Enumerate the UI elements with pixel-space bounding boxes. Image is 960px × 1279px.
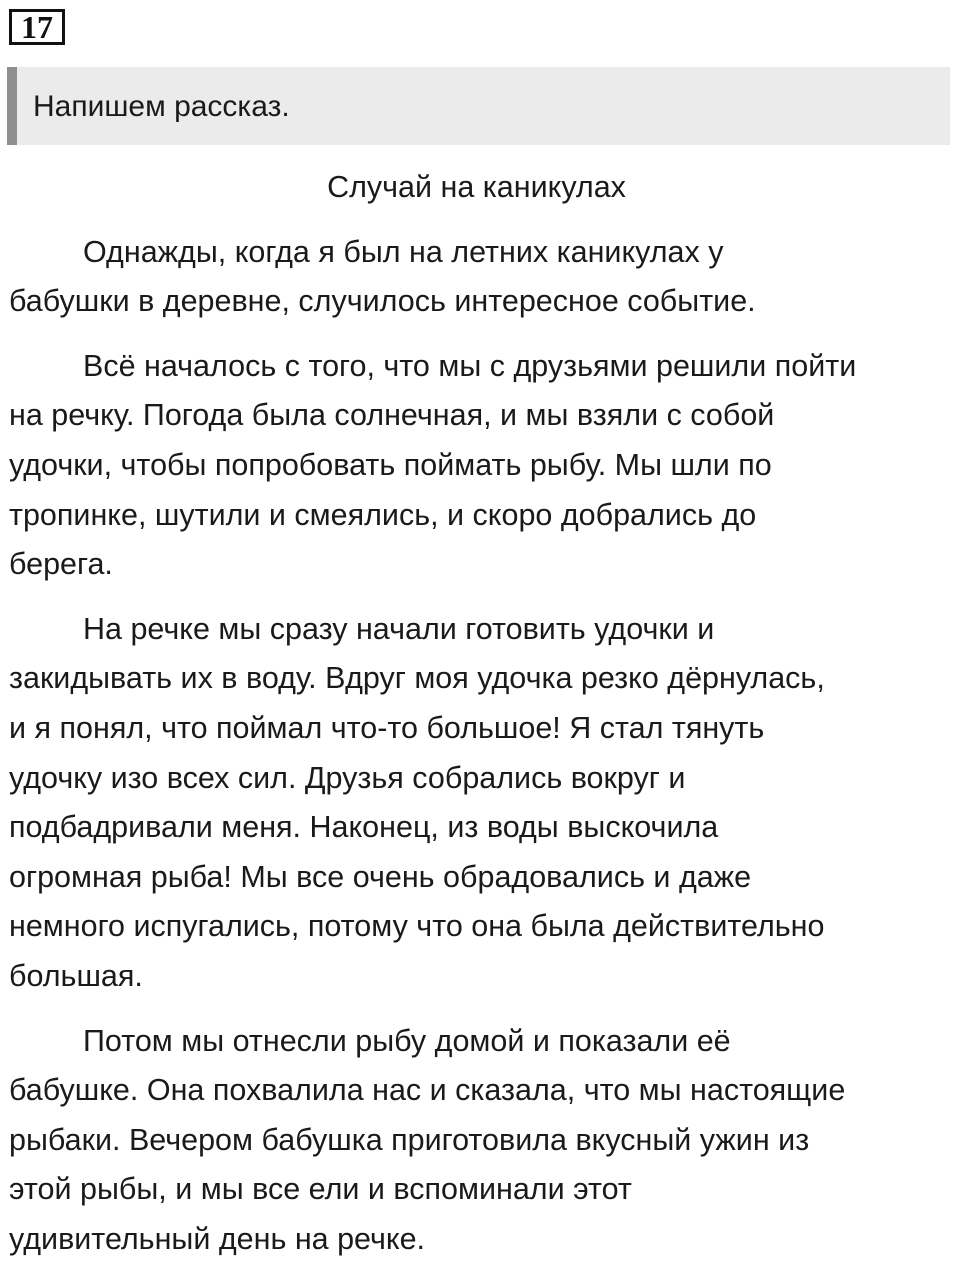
story-paragraph-4: Потом мы отнесли рыбу домой и показали её бабушке. Она похвалила нас и сказала, что мы настоящие рыбаки. Вечером бабушка приготовила вкусный ужин из этой рыбы, и мы все ели и вспоминали этот удивительный день на речке. [9, 1023, 846, 1256]
story-body [9, 163, 944, 1279]
task-number-badge: 17 [9, 9, 65, 45]
story-paragraph-1: Однажды, когда я был на летних каникулах у бабушки в деревне, случилось интересное событие. [9, 234, 756, 319]
story-paragraph-3: На речке мы сразу начали готовить удочки и закидывать их в воду. Вдруг моя удочка резко дёрнулась, и я понял, что поймал что-то большое! Я стал тянуть удочку изо всех сил. Друзья собрались вокруг и подбадривали меня. Наконец, из воды выскочила огромная рыба! Мы все очень обрадовались и даже немного испугались, потому что она была действительно большая. [9, 611, 825, 993]
story-title: Случай на каникулах [327, 170, 626, 204]
story-paragraph-2: Всё началось с того, что мы с друзьями решили пойти на речку. Погода была солнечная, и мы взяли с собой удочки, чтобы попробовать поймать рыбу. Мы шли по тропинке, шутили и смеялись, и скоро добрались до берега. [9, 348, 857, 582]
instruction-text: Напишем рассказ. [33, 90, 290, 123]
instruction-banner [7, 67, 950, 145]
